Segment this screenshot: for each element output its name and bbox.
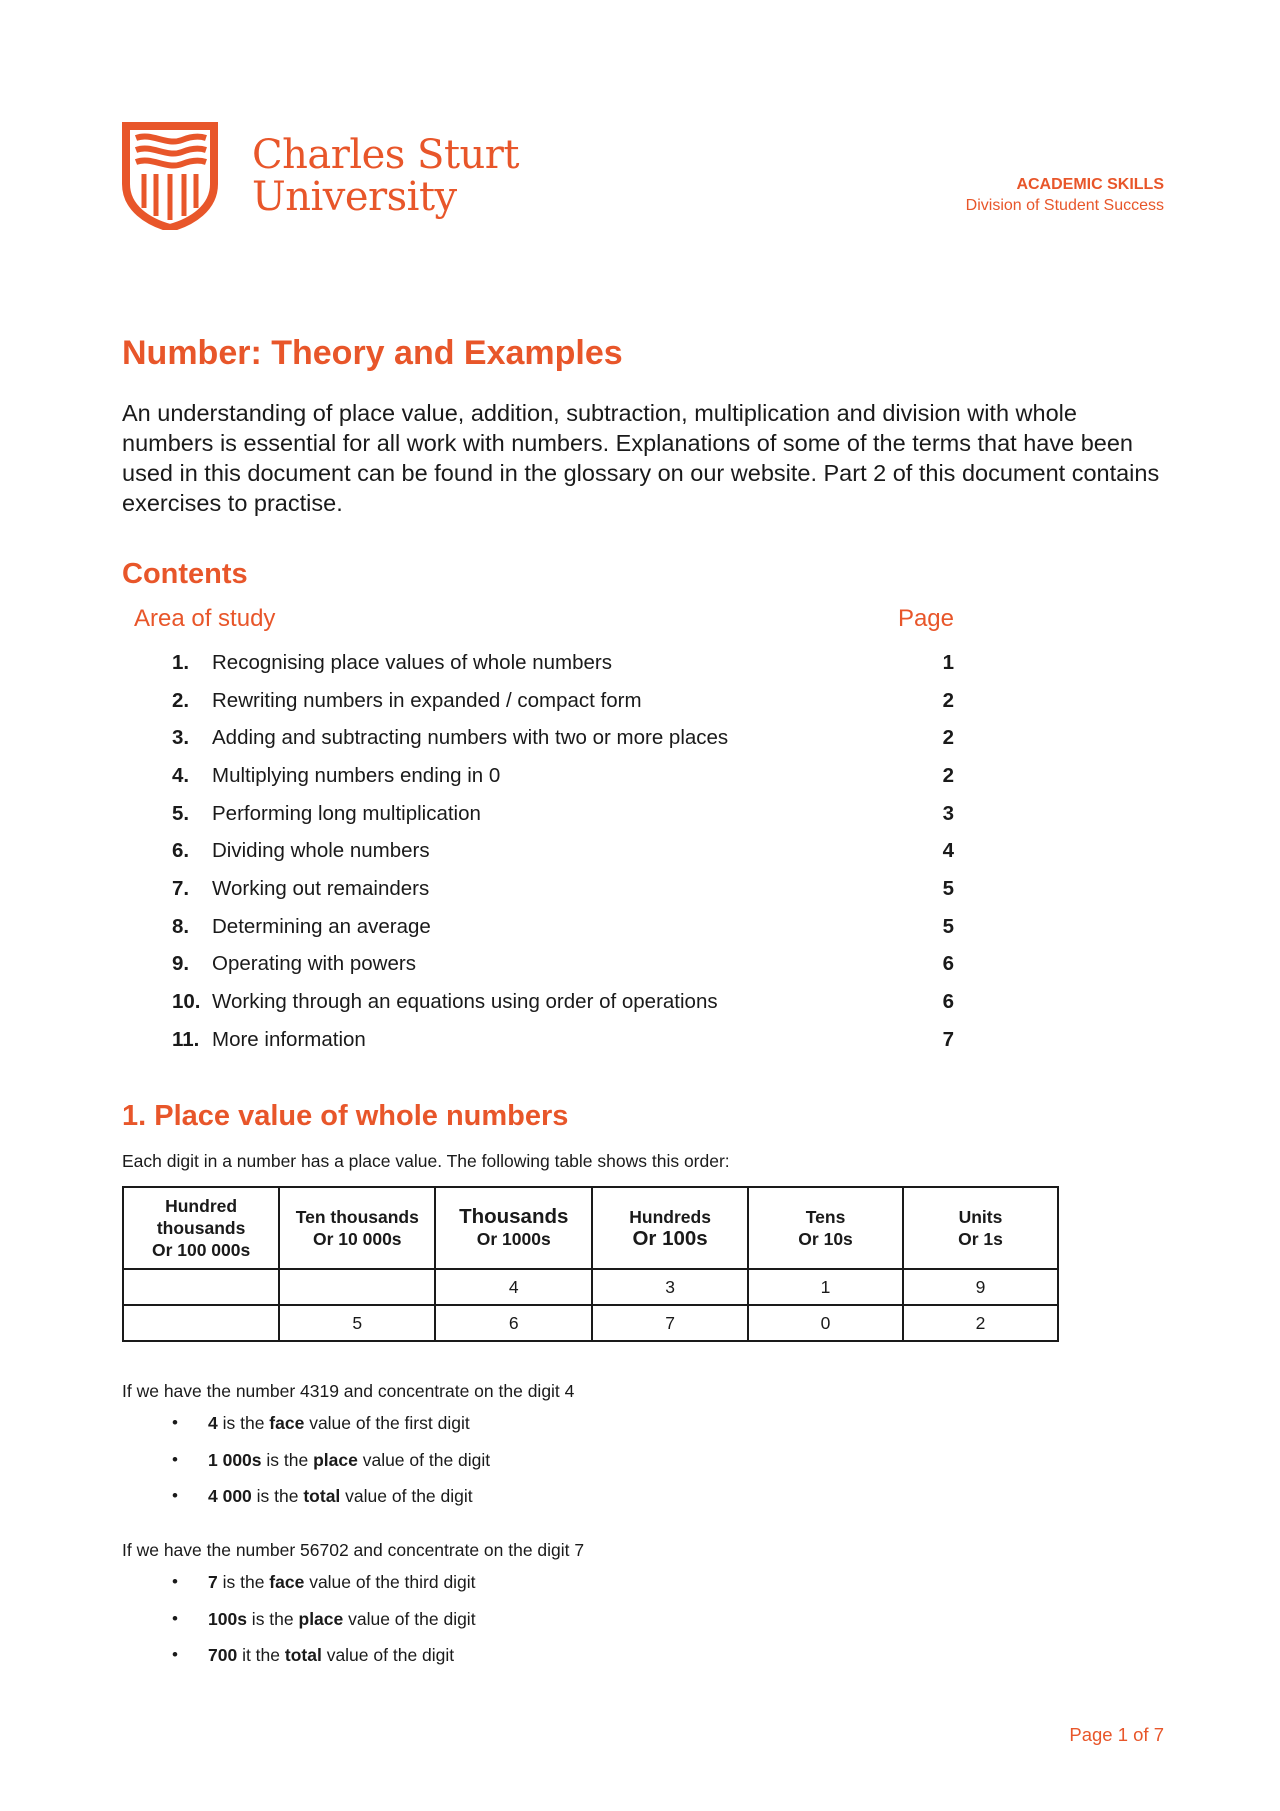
- table-cell: 2: [903, 1305, 1058, 1341]
- contents-item-text: Working out remainders: [212, 876, 430, 900]
- logo-line-2: University: [252, 174, 457, 220]
- table-row: [123, 1305, 1058, 1341]
- contents-item-number: 4.: [172, 763, 190, 787]
- unit-name: ACADEMIC SKILLS: [1016, 176, 1164, 193]
- table-cell: 0: [748, 1305, 903, 1341]
- contents-item-number: 11.: [172, 1027, 200, 1051]
- table-header-cell: Hundreds Or 100s: [592, 1187, 748, 1269]
- university-logo: [122, 122, 519, 230]
- contents-item-text: Rewriting numbers in expanded / compact form: [212, 688, 642, 712]
- list-item: • 4 000 is the total value of the digit: [208, 1486, 490, 1523]
- logo-line-1: Charles Sturt: [252, 132, 519, 178]
- contents-item-page: 6: [942, 990, 954, 1014]
- contents-item-number: 7.: [172, 876, 190, 900]
- crest-icon: [122, 122, 218, 230]
- contents-item[interactable]: [172, 757, 954, 795]
- contents-item-page: 4: [942, 839, 954, 863]
- intro-paragraph: An understanding of place value, addition, subtraction, multiplication and division with whole numbers is essential for all work with numbers. Explanations of some of the terms that have been used in this document can be found in the glossary on our website. Part 2 of this document contains exercises to practise.: [122, 400, 1160, 516]
- contents-item[interactable]: [172, 682, 954, 720]
- table-cell: 7: [592, 1305, 748, 1341]
- contents-item[interactable]: [172, 870, 954, 908]
- table-header-cell: Units Or 1s: [903, 1187, 1058, 1269]
- table-header-row: [123, 1187, 1058, 1269]
- contents-item-page: 5: [942, 914, 954, 938]
- contents-item-page: 2: [942, 763, 954, 787]
- contents-item-page: 6: [942, 952, 954, 976]
- example-1-bullets: [208, 1413, 490, 1523]
- contents-item[interactable]: [172, 644, 954, 682]
- contents-item-page: 1: [942, 650, 954, 674]
- table-header-cell: Ten thousands Or 10 000s: [279, 1187, 435, 1269]
- contents-item-number: 6.: [172, 839, 190, 863]
- contents-column-headers: [134, 605, 954, 633]
- list-item: • 100s is the place value of the digit: [208, 1609, 476, 1646]
- table-cell: 5: [279, 1305, 435, 1341]
- contents-heading: Contents: [122, 558, 248, 590]
- contents-item-number: 1.: [172, 650, 190, 674]
- list-item: • 4 is the face value of the first digit: [208, 1413, 490, 1450]
- contents-item-number: 8.: [172, 914, 190, 938]
- contents-item-number: 5.: [172, 801, 190, 825]
- contents-item-page: 2: [942, 726, 954, 750]
- contents-list: [172, 644, 954, 1059]
- contents-item-text: Recognising place values of whole numbers: [212, 650, 612, 674]
- contents-item-text: Multiplying numbers ending in 0: [212, 763, 501, 787]
- table-cell: 3: [592, 1269, 748, 1305]
- table-cell: 9: [903, 1269, 1058, 1305]
- table-cell: 1: [748, 1269, 903, 1305]
- page-title: Number: Theory and Examples: [122, 334, 623, 372]
- table-cell: [123, 1269, 279, 1305]
- table-cell: 4: [435, 1269, 592, 1305]
- contents-col-area: Area of study: [134, 605, 276, 632]
- example-1-lead: If we have the number 4319 and concentrate on the digit 4: [122, 1381, 575, 1401]
- contents-item[interactable]: [172, 1021, 954, 1059]
- table-cell: [123, 1305, 279, 1341]
- contents-col-page: Page: [897, 605, 954, 632]
- contents-item[interactable]: [172, 719, 954, 757]
- table-cell: 6: [435, 1305, 592, 1341]
- contents-item-text: Determining an average: [212, 914, 431, 938]
- example-2-bullets: [208, 1572, 476, 1682]
- contents-item-text: Adding and subtracting numbers with two or more places: [212, 726, 729, 750]
- table-row: [123, 1269, 1058, 1305]
- table-header-cell: Tens Or 10s: [748, 1187, 903, 1269]
- contents-item[interactable]: [172, 832, 954, 870]
- list-item: • 700 it the total value of the digit: [208, 1645, 476, 1682]
- example-2-lead: If we have the number 56702 and concentrate on the digit 7: [122, 1540, 585, 1560]
- header-unit-block: [966, 174, 1164, 216]
- contents-item[interactable]: [172, 983, 954, 1021]
- contents-item[interactable]: [172, 946, 954, 984]
- page-number: Page 1 of 7: [1069, 1724, 1164, 1745]
- contents-item-text: Dividing whole numbers: [212, 839, 430, 863]
- list-item: • 1 000s is the place value of the digit: [208, 1450, 490, 1487]
- contents-item-page: 3: [942, 801, 954, 825]
- contents-item-number: 9.: [172, 952, 190, 976]
- contents-item-number: 3.: [172, 726, 190, 750]
- section-1-heading: 1. Place value of whole numbers: [122, 1100, 569, 1132]
- contents-item-page: 7: [942, 1027, 954, 1051]
- division-name: Division of Student Success: [965, 197, 1164, 214]
- contents-item-page: 5: [942, 876, 954, 900]
- contents-item-text: Working through an equations using order of operations: [212, 990, 718, 1014]
- table-header-cell: Hundred thousands Or 100 000s: [123, 1187, 279, 1269]
- section-1-intro: Each digit in a number has a place value. The following table shows this order:: [122, 1151, 730, 1171]
- contents-item-number: 10.: [172, 990, 201, 1014]
- contents-item[interactable]: [172, 795, 954, 833]
- contents-item-number: 2.: [172, 688, 190, 712]
- place-value-table: [122, 1186, 1059, 1342]
- contents-item-page: 2: [942, 688, 954, 712]
- contents-item[interactable]: [172, 908, 954, 946]
- table-cell: [279, 1269, 435, 1305]
- contents-item-text: More information: [212, 1027, 366, 1051]
- list-item: • 7 is the face value of the third digit: [208, 1572, 476, 1609]
- table-header-cell: Thousands Or 1000s: [435, 1187, 592, 1269]
- contents-item-text: Performing long multiplication: [212, 801, 481, 825]
- contents-item-text: Operating with powers: [212, 952, 416, 976]
